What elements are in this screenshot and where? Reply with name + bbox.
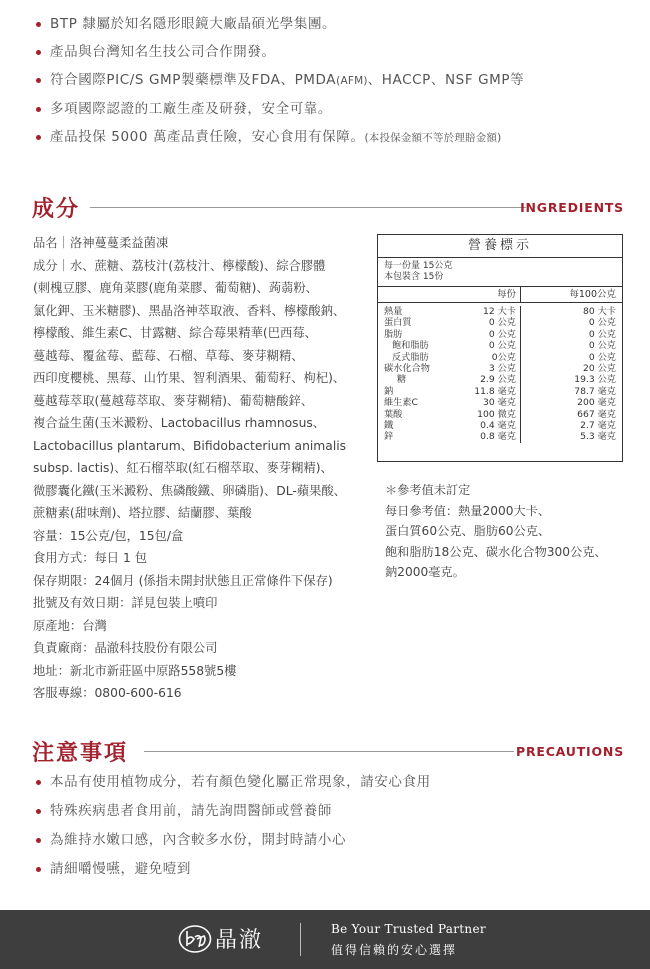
precautions-title: 注意事項 (32, 741, 129, 766)
precautions-title-en: PRECAUTIONS (515, 744, 624, 759)
shelf-life: 保存期限：24個月 (係指未開封狀態且正常條件下保存) (33, 573, 333, 588)
note-line: 每日參考值：熱量2000大卡、 (385, 503, 551, 518)
daily-reference-note (385, 480, 625, 583)
nutrient-name: 蛋白質 (384, 317, 412, 329)
nutrient-per-serving: 0公克 (491, 351, 516, 363)
nutrient-per-100g: 667 毫克 (520, 409, 622, 420)
nutrient-per-100g: 80 大卡 (520, 306, 622, 317)
ingredient-line: (刺槐豆膠、鹿角菜膠(鹿角菜膠、葡萄糖)、蒟蒻粉、 (33, 281, 318, 295)
precautions-list (36, 768, 636, 884)
feature-bullet: BTP 隸屬於知名隱形眼鏡大廠晶碩光學集團。 (36, 10, 636, 38)
nutrient-per-100g: 20 公克 (520, 363, 622, 374)
nutrient-per-serving: 100 微克 (477, 408, 516, 420)
nutrition-serving-info (378, 258, 622, 287)
usage-instructions: 食用方式：每日 1 包 (33, 551, 148, 565)
footer-divider (300, 923, 301, 956)
origin: 原產地：台灣 (33, 618, 107, 633)
nutrient-per-100g: 200 毫克 (520, 397, 622, 408)
nutrition-row (378, 431, 622, 442)
note-line: 飽和脂肪18公克、碳水化合物300公克、 (385, 544, 607, 559)
nutrient-per-serving: 0 公克 (488, 328, 516, 340)
nutrient-per-serving: 0.4 毫克 (480, 419, 516, 431)
nutrient-name: 飽和脂肪 (392, 340, 429, 352)
manufacturer: 負責廠商：晶澈科技股份有限公司 (33, 641, 218, 655)
nutrient-name: 鐵 (384, 419, 394, 431)
tagline-en: Be Your Trusted Partner (331, 922, 486, 936)
nutrient-per-100g: 0 公克 (520, 352, 622, 363)
nutrition-row (378, 340, 622, 351)
precaution-item: 本品有使用植物成分，若有顏色變化屬正常現象，請安心食用 (36, 768, 636, 797)
nutrition-facts-table (377, 234, 623, 462)
address: 地址：新北市新莊區中原路558號5樓 (33, 663, 237, 678)
ingredient-line: 複合益生菌(玉米澱粉、Lactobacillus rhamnosus、 (33, 416, 326, 430)
serving-size: 每一份量 15公克 (384, 261, 453, 271)
customer-service-phone: 客服專線：0800-600-616 (33, 686, 182, 700)
ingredient-line: 成分｜水、蔗糖、荔枝汁(荔枝汁、檸檬酸)、綜合膠體 (33, 258, 326, 273)
nutrient-name: 鈉 (384, 385, 394, 397)
note-line: 鈉2000毫克。 (385, 565, 465, 579)
nutrient-per-100g: 0 公克 (520, 329, 622, 340)
note-line: ＊參考值未訂定 (385, 483, 471, 497)
ingredients-section-header (32, 192, 624, 222)
nutrition-row (378, 329, 622, 340)
nutrition-row (378, 409, 622, 420)
nutrition-row (378, 420, 622, 431)
nutrient-per-100g: 78.7 毫克 (520, 386, 622, 397)
ingredient-line: subsp. lactis)、紅石榴萃取(紅石榴萃取、麥芽糊精)、 (33, 461, 333, 475)
nutrition-row (378, 397, 622, 408)
feature-bullet: 符合國際PIC/S GMP製藥標準及FDA、PMDA(AFM)、HACCP、NSF GMP等 (36, 66, 636, 95)
brand-name: 晶澈 (215, 928, 264, 953)
nutrient-per-100g: 2.7 毫克 (520, 420, 622, 431)
ingredient-line: 蔗糖素(甜味劑)、塔拉膠、結蘭膠、葉酸 (33, 506, 252, 520)
nutrient-name: 反式脂肪 (392, 351, 429, 363)
nutrient-per-100g: 19.3 公克 (520, 374, 622, 385)
ingredient-line: 品名｜洛神蔓蔓柔益菌凍 (33, 236, 169, 250)
ingredient-line: 微膠囊化鐵(玉米澱粉、焦磷酸鐵、卵磷脂)、DL-蘋果酸、 (33, 483, 346, 498)
nutrient-name: 葉酸 (384, 408, 403, 420)
ingredient-line: Lactobacillus plantarum、Bifidobacterium animalis (33, 438, 347, 453)
nutrient-per-100g: 5.3 毫克 (520, 431, 622, 442)
servings-per-pack: 本包裝含 15份 (384, 272, 444, 282)
ingredient-line: 西印度櫻桃、黑莓、山竹果、智利酒果、葡萄籽、枸杞)、 (33, 371, 346, 385)
nutrient-per-serving: 12 大卡 (483, 306, 516, 317)
batch-expiry: 批號及有效日期：詳見包裝上噴印 (33, 596, 218, 610)
nutrition-row (378, 352, 622, 363)
product-volume: 容量：15公克/包，15包/盒 (33, 528, 184, 543)
feature-bullet: 產品與台灣知名生技公司合作開發。 (36, 38, 636, 66)
nutrient-name: 碳水化合物 (384, 362, 430, 374)
nutrition-title: 營養標示 (378, 235, 622, 258)
nutrient-name: 脂肪 (384, 328, 403, 340)
ingredient-line: 蔓越莓、覆盆莓、藍莓、石榴、草莓、麥芽糊精、 (33, 348, 304, 363)
ingredient-line: 蔓越莓萃取(蔓越莓萃取、麥芽糊精)、葡萄糖酸鋅、 (33, 393, 314, 408)
precaution-item: 特殊疾病患者食用前，請先詢問醫師或營養師 (36, 797, 636, 826)
precaution-item: 為維持水嫩口感，內含較多水份，開封時請小心 (36, 826, 636, 855)
nutrition-row (378, 317, 622, 328)
nutrition-column-headers (378, 287, 622, 303)
nutrient-per-serving: 0 公克 (488, 317, 516, 329)
nutrient-per-100g: 0 公克 (520, 340, 622, 351)
nutrient-per-serving: 0 公克 (488, 340, 516, 352)
col-per-100g: 每100公克 (520, 287, 622, 302)
nutrition-row (378, 386, 622, 397)
feature-bullet-list (36, 10, 636, 152)
ingredients-title-en: INGREDIENTS (520, 200, 624, 215)
note-line: 蛋白質60公克、脂肪60公克、 (385, 524, 551, 538)
nutrient-per-serving: 0.8 毫克 (480, 431, 516, 443)
nutrient-per-serving: 30 毫克 (483, 397, 516, 409)
ingredients-title: 成分 (32, 197, 81, 222)
feature-bullet: 產品投保 5000 萬產品責任險，安心食用有保障。(本投保金額不等於理賠金額) (36, 123, 636, 152)
brand-logo-icon (178, 924, 212, 954)
nutrient-name: 維生素C (384, 397, 418, 409)
nutrient-per-serving: 11.8 毫克 (474, 385, 516, 397)
tagline-zh: 值得信賴的安心選擇 (331, 943, 458, 957)
header-divider (144, 751, 514, 752)
ingredient-line: 檸檬酸、維生素C、甘露糖、綜合莓果精華(巴西莓、 (33, 326, 317, 340)
nutrition-row (378, 363, 622, 374)
col-per-serving: 每份 (496, 289, 516, 300)
precaution-item: 請細嚼慢嚥，避免噎到 (36, 855, 636, 884)
brand-footer (0, 910, 650, 969)
nutrition-row (378, 306, 622, 317)
ingredients-list (33, 232, 373, 705)
nutrient-name: 鋅 (384, 431, 394, 443)
nutrition-row (378, 374, 622, 385)
precautions-section-header (32, 736, 624, 766)
ingredient-line: 氯化鉀、玉米糖膠)、黑晶洛神萃取液、香料、檸檬酸鈉、 (33, 303, 346, 318)
nutrient-name: 糖 (397, 374, 407, 386)
nutrient-per-100g: 0 公克 (520, 317, 622, 328)
feature-bullet-continuation: 多項國際認證的工廠生產及研發，安全可靠。 (36, 95, 636, 123)
nutrient-name: 熱量 (384, 306, 403, 317)
header-divider (90, 207, 526, 208)
nutrition-rows (378, 303, 622, 443)
nutrient-per-serving: 2.9 公克 (480, 374, 516, 386)
nutrient-per-serving: 3 公克 (488, 362, 516, 374)
